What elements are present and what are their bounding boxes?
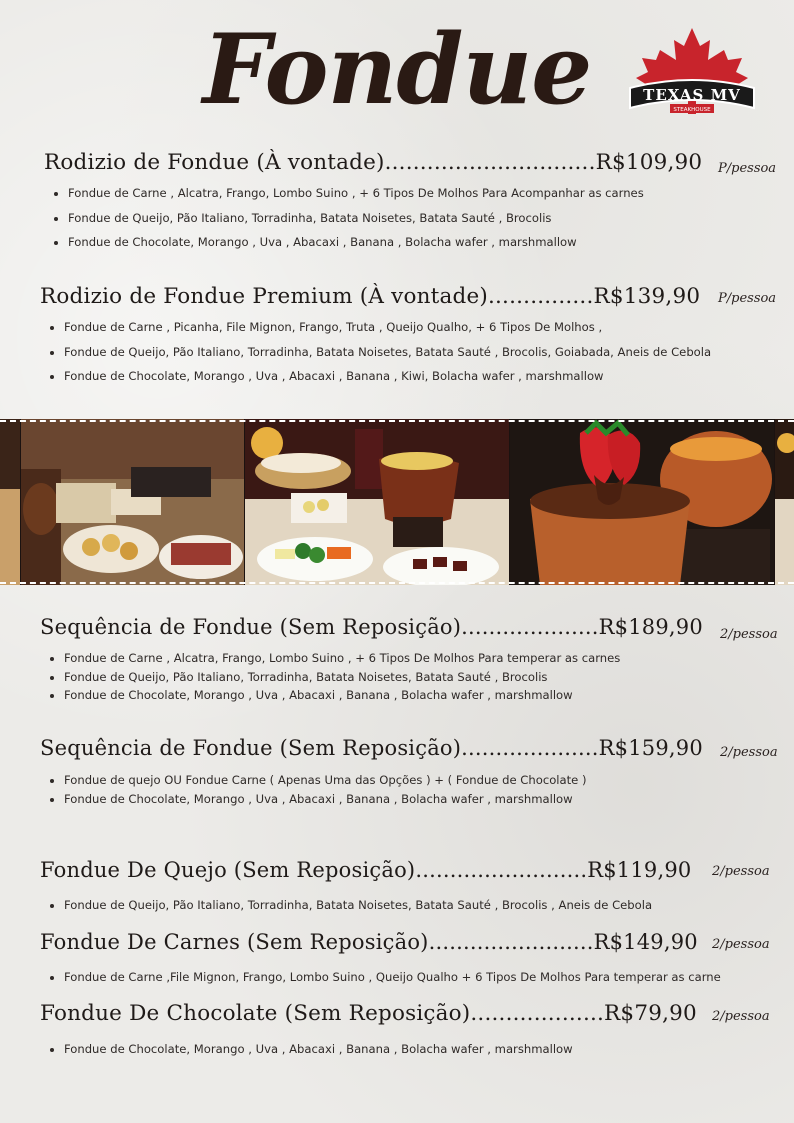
list-item: Fondue de Queijo, Pão Italiano, Torradinha, Batata Noisetes, Batata Sauté , Brocolis, Goiabada, Aneis de Cebola — [46, 347, 711, 359]
section-heading-carnes: Fondue De Carnes (Sem Reposição)........................R$149,90 — [40, 930, 698, 954]
section-heading-premium: Rodizio de Fondue Premium (À vontade)...............R$139,90 — [40, 284, 701, 309]
item-list — [46, 775, 587, 805]
list-item: Fondue de Chocolate, Morango , Uva , Abacaxi , Banana , Bolacha wafer , marshmallow — [46, 690, 620, 702]
per-person-label: 2/pessoa — [720, 745, 778, 760]
per-person-label: 2/pessoa — [712, 864, 770, 879]
food-photo — [0, 419, 20, 585]
texas-mv-logo — [624, 26, 760, 126]
per-person-label: P/pessoa — [718, 291, 777, 306]
item-list — [46, 900, 652, 912]
food-photo — [245, 419, 509, 585]
per-person-label: P/pessoa — [718, 161, 777, 176]
list-item: Fondue de Queijo, Pão Italiano, Torradinha, Batata Noisetes, Batata Sauté , Brocolis , Aneis de Cebola — [46, 900, 652, 912]
item-list — [46, 653, 620, 702]
per-person-label: 2/pessoa — [712, 937, 770, 952]
item-list — [46, 322, 711, 383]
food-photo — [510, 419, 774, 585]
item-list — [46, 1044, 573, 1056]
section-heading-chocolate: Fondue De Chocolate (Sem Reposição)...................R$79,90 — [40, 1001, 697, 1026]
list-item: Fondue de Chocolate, Morango , Uva , Abacaxi , Banana , Bolacha wafer , marshmallow — [46, 1044, 573, 1056]
list-item: Fondue de Chocolate, Morango , Uva , Abacaxi , Banana , Bolacha wafer , marshmallow — [46, 794, 587, 806]
list-item: Fondue de Carne , Alcatra, Frango, Lombo Suino , + 6 Tipos De Molhos Para Acompanhar as carnes — [50, 188, 644, 200]
section-heading-sequencia-159: Sequência de Fondue (Sem Reposição)....................R$159,90 — [40, 736, 703, 760]
photo-strip — [0, 419, 794, 585]
list-item: Fondue de Queijo, Pão Italiano, Torradinha, Batata Noisetes, Batata Sauté , Brocolis — [50, 213, 644, 225]
item-list — [50, 188, 644, 249]
section-heading-rodizio: Rodizio de Fondue (À vontade)..............................R$109,90 — [44, 150, 703, 175]
list-item: Fondue de Carne , Picanha, File Mignon, Frango, Truta , Queijo Qualho, + 6 Tipos De Molhos , — [46, 322, 711, 334]
per-person-label: 2/pessoa — [720, 627, 778, 642]
list-item: Fondue de quejo OU Fondue Carne ( Apenas Uma das Opções ) + ( Fondue de Chocolate ) — [46, 775, 587, 787]
food-photo — [775, 419, 794, 585]
list-item: Fondue de Chocolate, Morango , Uva , Abacaxi , Banana , Kiwi, Bolacha wafer , marshmallow — [46, 371, 711, 383]
per-person-label: 2/pessoa — [712, 1009, 770, 1024]
section-heading-quejo: Fondue De Quejo (Sem Reposição).........................R$119,90 — [40, 858, 692, 882]
logo-name: TEXAS MV — [643, 86, 741, 104]
list-item: Fondue de Queijo, Pão Italiano, Torradinha, Batata Noisetes, Batata Sauté , Brocolis — [46, 672, 620, 684]
section-heading-sequencia-189: Sequência de Fondue (Sem Reposição)....................R$189,90 — [40, 615, 703, 639]
food-photo — [21, 419, 244, 585]
list-item: Fondue de Carne ,File Mignon, Frango, Lombo Suino , Queijo Qualho + 6 Tipos De Molhos Para temperar as carne — [46, 972, 721, 984]
menu-title: Fondue — [202, 13, 592, 126]
item-list — [46, 972, 721, 984]
list-item: Fondue de Chocolate, Morango , Uva , Abacaxi , Banana , Bolacha wafer , marshmallow — [50, 237, 644, 249]
list-item: Fondue de Carne , Alcatra, Frango, Lombo Suino , + 6 Tipos De Molhos Para temperar as carnes — [46, 653, 620, 665]
logo-sub: STEAKHOUSE — [673, 107, 711, 113]
